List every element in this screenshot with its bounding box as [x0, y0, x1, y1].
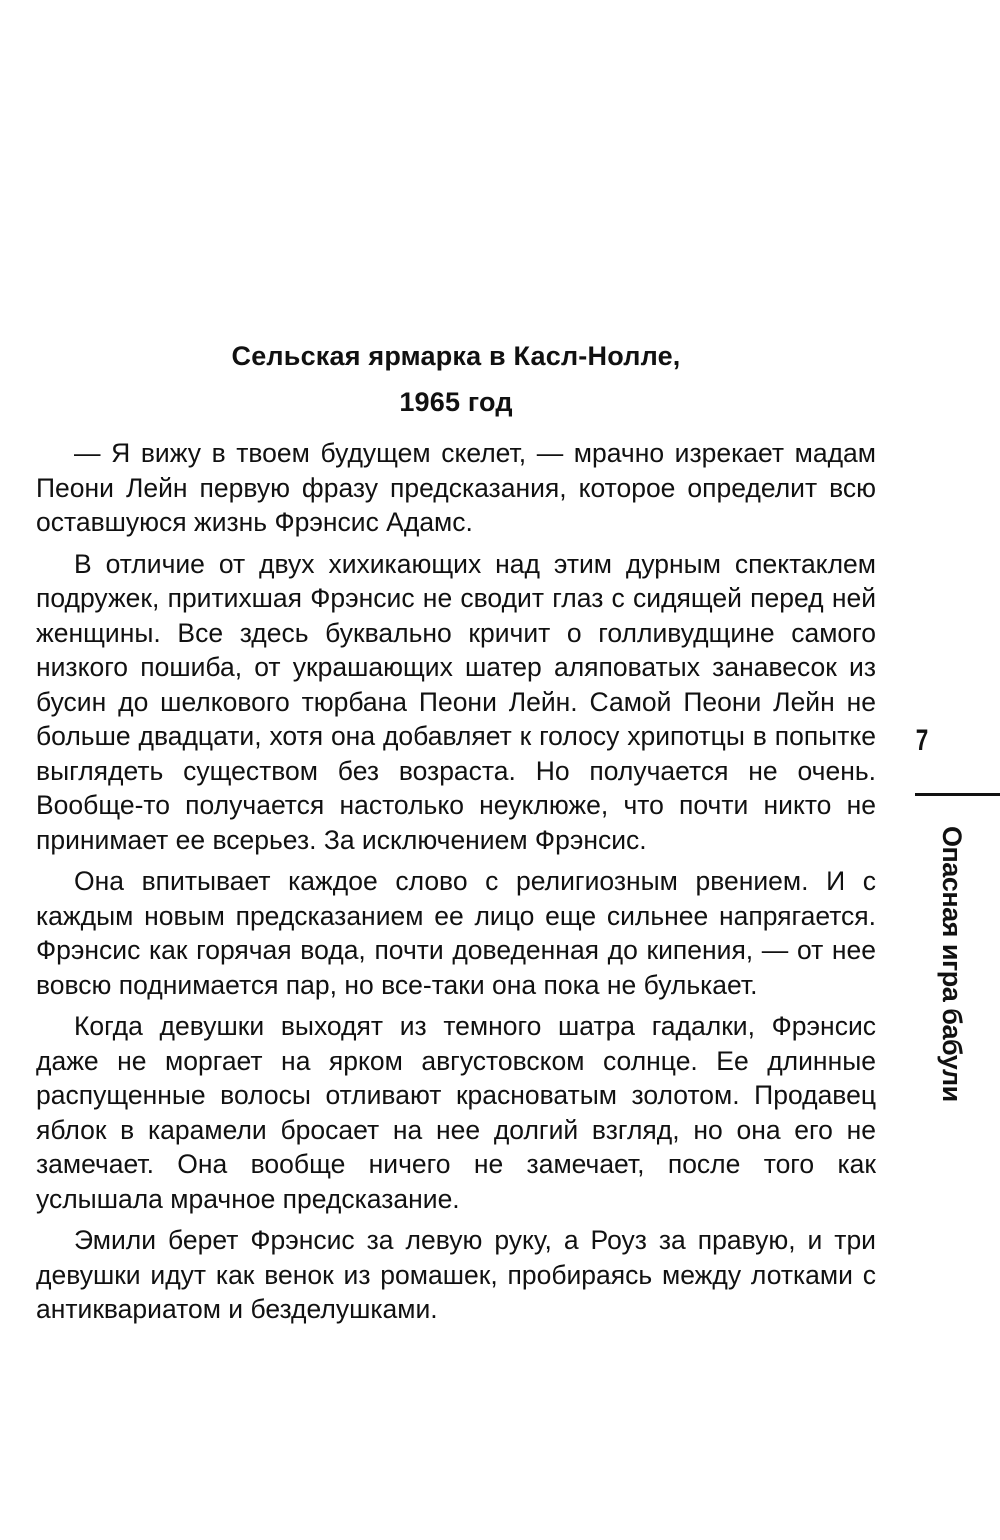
chapter-title-line-1: Сельская ярмарка в Касл-Нолле,: [231, 341, 681, 371]
paragraph: Эмили берет Фрэнсис за левую руку, а Роуз за правую, и три девушки идут как венок из ромашек, пробираясь между лотками с антиквариатом и безделушками.: [36, 1225, 876, 1324]
chapter-title-line-2: 1965 год: [399, 387, 513, 417]
body-text: [36, 436, 876, 1334]
paragraph: Она впитывает каждое слово с религиозным рвением. И с каждым новым предсказанием ее лицо еще сильнее напрягается. Фрэнсис как горячая вода, почти доведенная до кипения, — от нее вовсю поднимается пар, но все-таки она пока не булькает.: [36, 866, 876, 1000]
paragraph: — Я вижу в твоем будущем скелет, — мрачно изрекает мадам Пеони Лейн первую фразу предсказания, которое определит всю оставшуюся жизнь Фрэнсис Адамс.: [36, 438, 876, 537]
paragraph: В отличие от двух хихикающих над этим дурным спектаклем подружек, притихшая Фрэнсис не сводит глаз с сидящей перед ней женщины. Все здесь буквально кричит о голливудщине самого низкого пошиба, от украшающих шатер аляповатых занавесок из бусин до шелкового тюрбана Пеони Лейн. Самой Пеони Лейн не больше двадцати, хотя она добавляет к голосу хрипотцы в попытке выглядеть существом без возраста. Но получается не очень. Вообще-то получается настолько неуклюже, что почти никто не принимает ее всерьез. За исключением Фрэнсис.: [36, 548, 876, 855]
running-title: Опасная игра бабули: [937, 826, 967, 1102]
margin-divider: [915, 793, 1000, 796]
paragraph: Когда девушки выходят из темного шатра гадалки, Фрэнсис даже не моргает на ярком августовском солнце. Ее длинные распущенные волосы отливают красноватым золотом. Продавец яблок в карамели бросает на нее долгий взгляд, но она его не замечает. Она вообще ничего не замечает, после того как услышала мрачное предсказание.: [36, 1011, 876, 1214]
chapter-heading: [36, 333, 876, 425]
page-number: 7: [915, 724, 929, 757]
